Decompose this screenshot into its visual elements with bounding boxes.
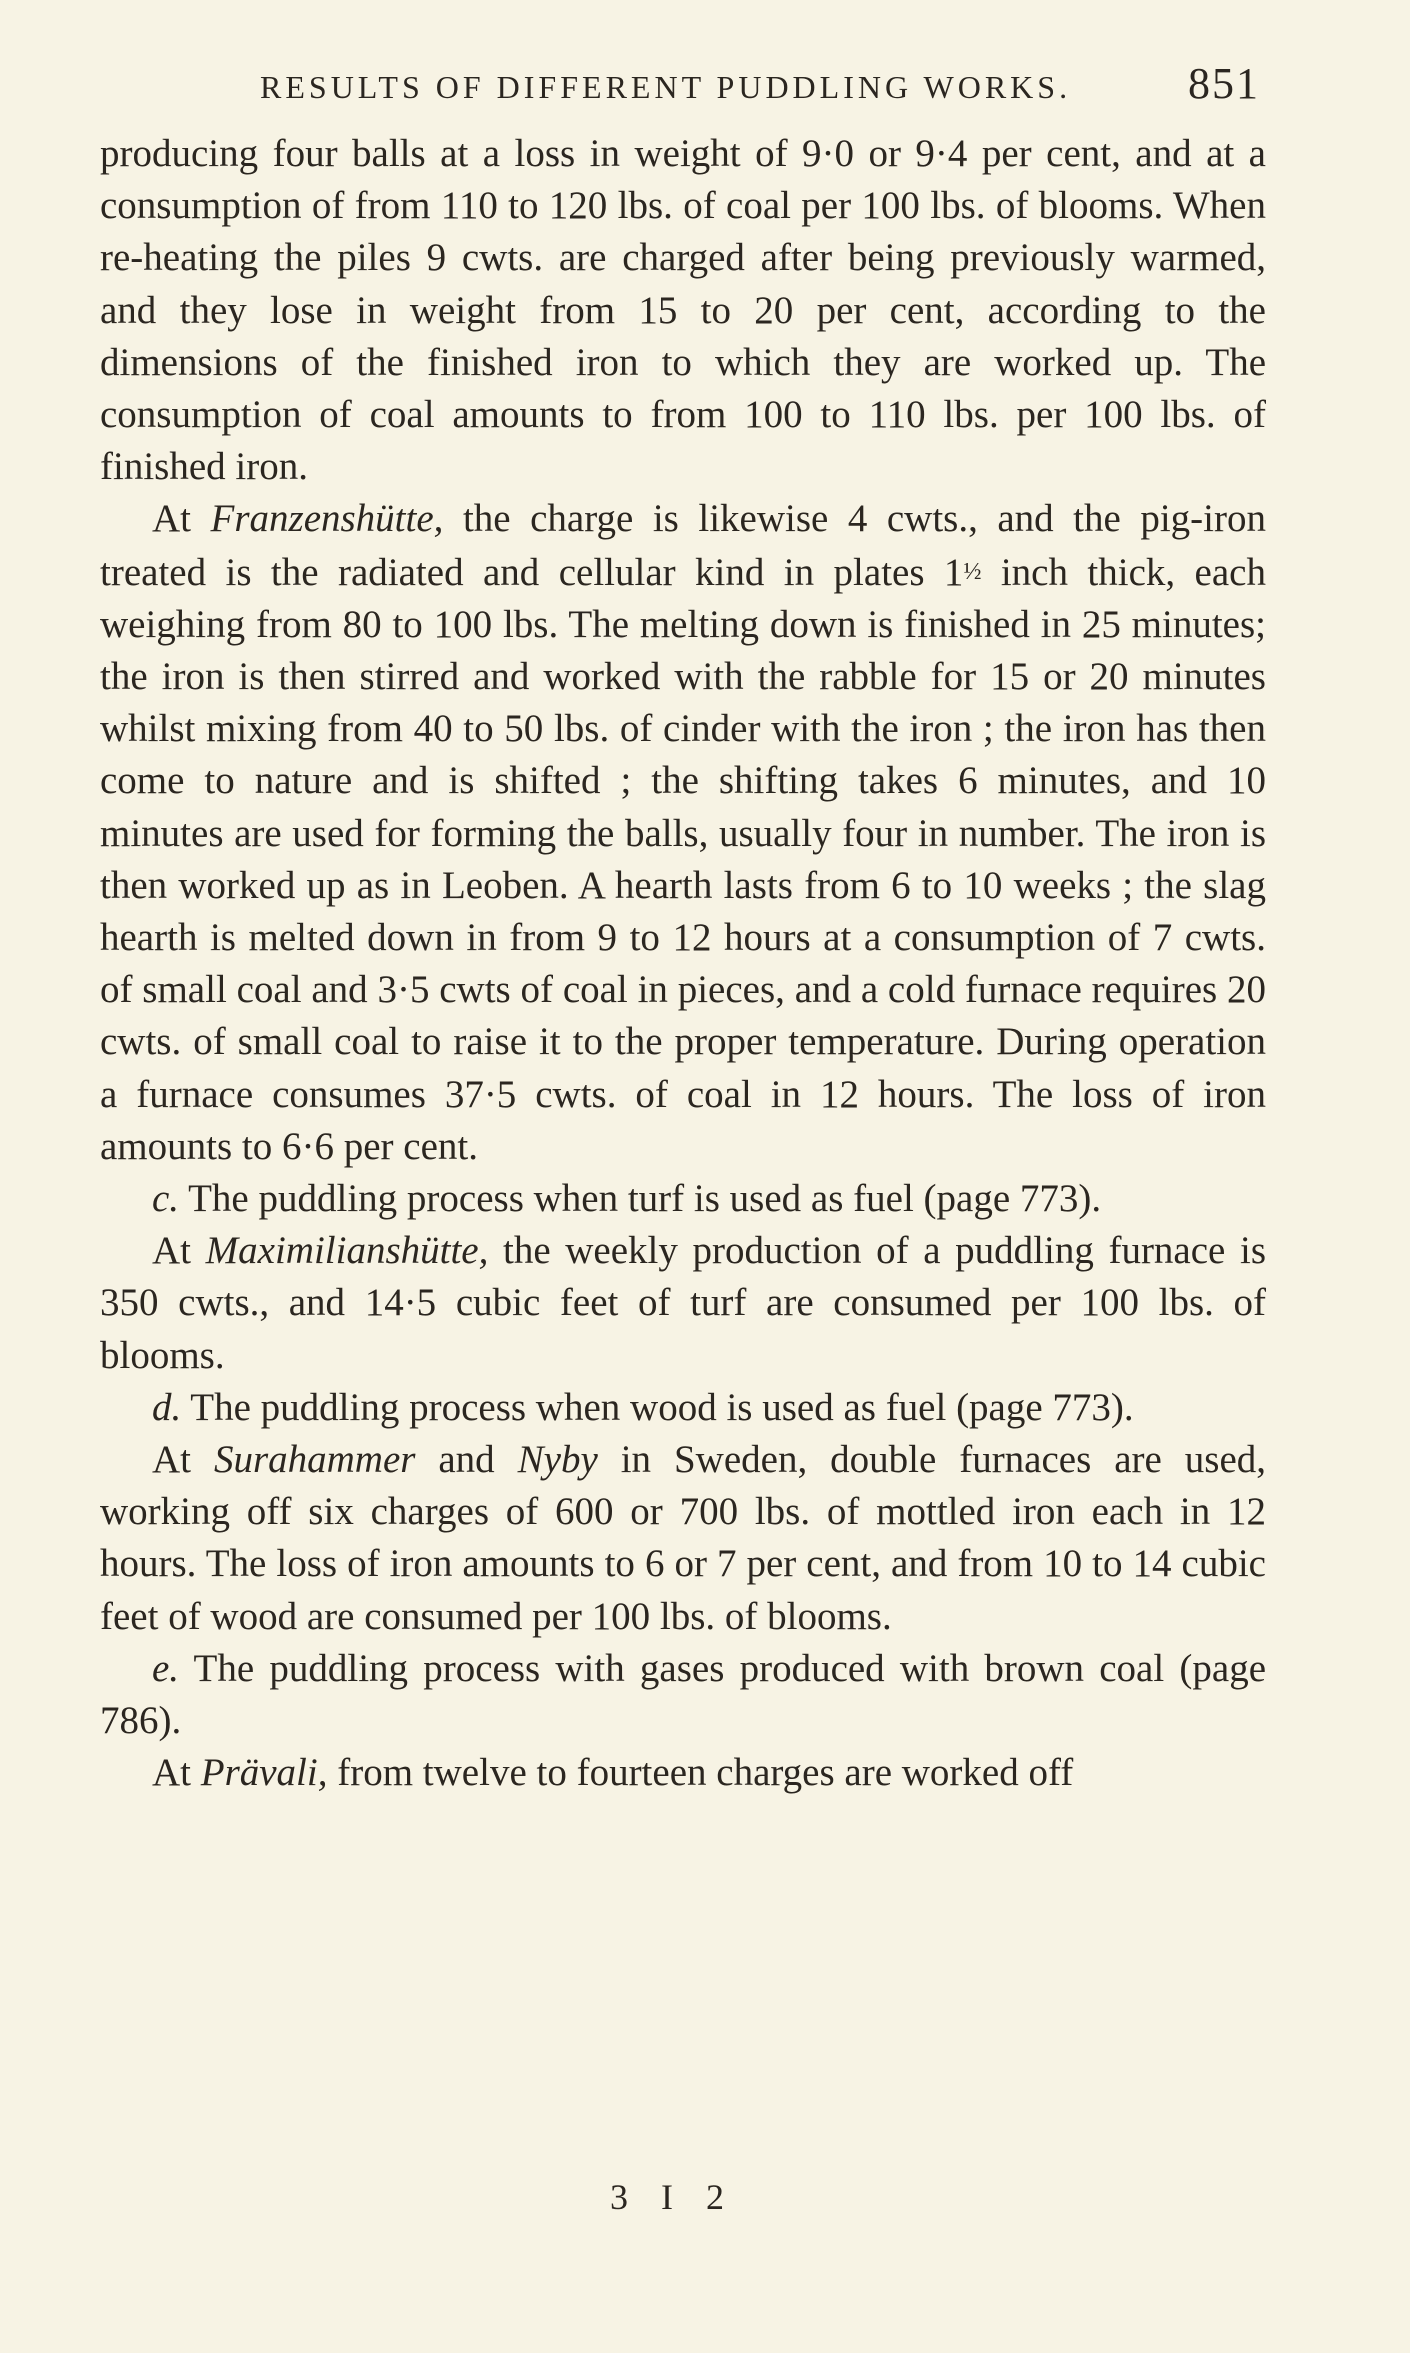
section-text: The puddling process when wood is used as fuel (page 773). — [181, 1385, 1134, 1429]
text-run: and — [415, 1438, 518, 1482]
paragraph-franzenshutte — [100, 493, 1266, 1173]
section-letter: d. — [152, 1385, 182, 1429]
paragraph-maximilianshutte — [100, 1225, 1266, 1382]
text-run: At — [152, 497, 211, 541]
text-run: inch thick, each weighing from 80 to 100 lbs. The melting down is finished in 25 minutes; the iron is then stirred and worked with the rabble for 15 or 20 minutes whilst mixing from 40 to 50 lbs. of cinder with the iron ; the iron has then come to nature and is shifted ; the shifting takes 6 minutes, and 10 minutes are used for forming the balls, usually four in number. The iron is then worked up as in Leoben. A hearth lasts from 6 to 10 weeks ; the slag hearth is melted down in from 9 to 12 hours at a consumption of 7 cwts. of small coal and 3·5 cwts of coal in pieces, and a cold furnace requires 20 cwts. of small coal to raise it to the proper temperature. During operation a furnace consumes 37·5 cwts. of coal in 12 hours. The loss of iron amounts to 6·6 per cent. — [100, 550, 1266, 1168]
place-name: Prävali, — [200, 1751, 328, 1795]
place-name: Maximilianshütte, — [205, 1229, 489, 1273]
running-header — [260, 58, 1260, 109]
running-title: RESULTS OF DIFFERENT PUDDLING WORKS. — [260, 69, 1072, 105]
section-heading-c — [100, 1173, 1266, 1225]
paragraph-surahammer — [100, 1434, 1266, 1643]
text-run: At — [152, 1751, 201, 1795]
text-run: from twelve to fourteen charges are worked off — [327, 1751, 1074, 1795]
place-name: Surahammer — [213, 1438, 416, 1482]
body-text — [100, 128, 1266, 1800]
text-run: the charge is likewise 4 cwts., and the pig-iron treated is the radiated and cellular kind in plates 1 — [100, 497, 1266, 594]
section-letter: c. — [152, 1177, 180, 1221]
fraction: ½ — [963, 558, 982, 585]
signature-mark: 3 I 2 — [610, 2177, 736, 2217]
section-text: The puddling process when turf is used as fuel (page 773). — [179, 1177, 1102, 1221]
place-name: Franzenshütte, — [210, 497, 444, 541]
text-run: At — [152, 1229, 206, 1273]
text-run: in Sweden, double furnaces are used, working off six charges of 600 or 700 lbs. of mottled iron each in 12 hours. The loss of iron amounts to 6 or 7 per cent, and from 10 to 14 cubic feet of wood are consumed per 100 lbs. of blooms. — [100, 1438, 1267, 1638]
section-heading-d — [100, 1382, 1266, 1434]
section-text: The puddling process with gases produced with brown coal (page 786). — [100, 1646, 1266, 1743]
section-letter: e. — [152, 1646, 180, 1690]
section-heading-e — [100, 1643, 1266, 1747]
page-number: 851 — [1188, 59, 1260, 108]
text-run: At — [152, 1438, 214, 1482]
place-name: Nyby — [517, 1438, 598, 1482]
paragraph-continued: producing four balls at a loss in weight of 9·0 or 9·4 per cent, and at a consumption of from 110 to 120 lbs. of coal per 100 lbs. of blooms. When re-heating the piles 9 cwts. are charged after being previously warmed, and they lose in weight from 15 to 20 per cent, according to the dimensions of the finished iron to which they are worked up. The consumption of coal amounts to from 100 to 110 lbs. per 100 lbs. of finished iron. — [100, 132, 1266, 489]
text-run: the weekly production of a puddling furnace is 350 cwts., and 14·5 cubic feet of turf are consumed per 100 lbs. of blooms. — [100, 1229, 1267, 1377]
paragraph-pravali — [100, 1747, 1266, 1799]
